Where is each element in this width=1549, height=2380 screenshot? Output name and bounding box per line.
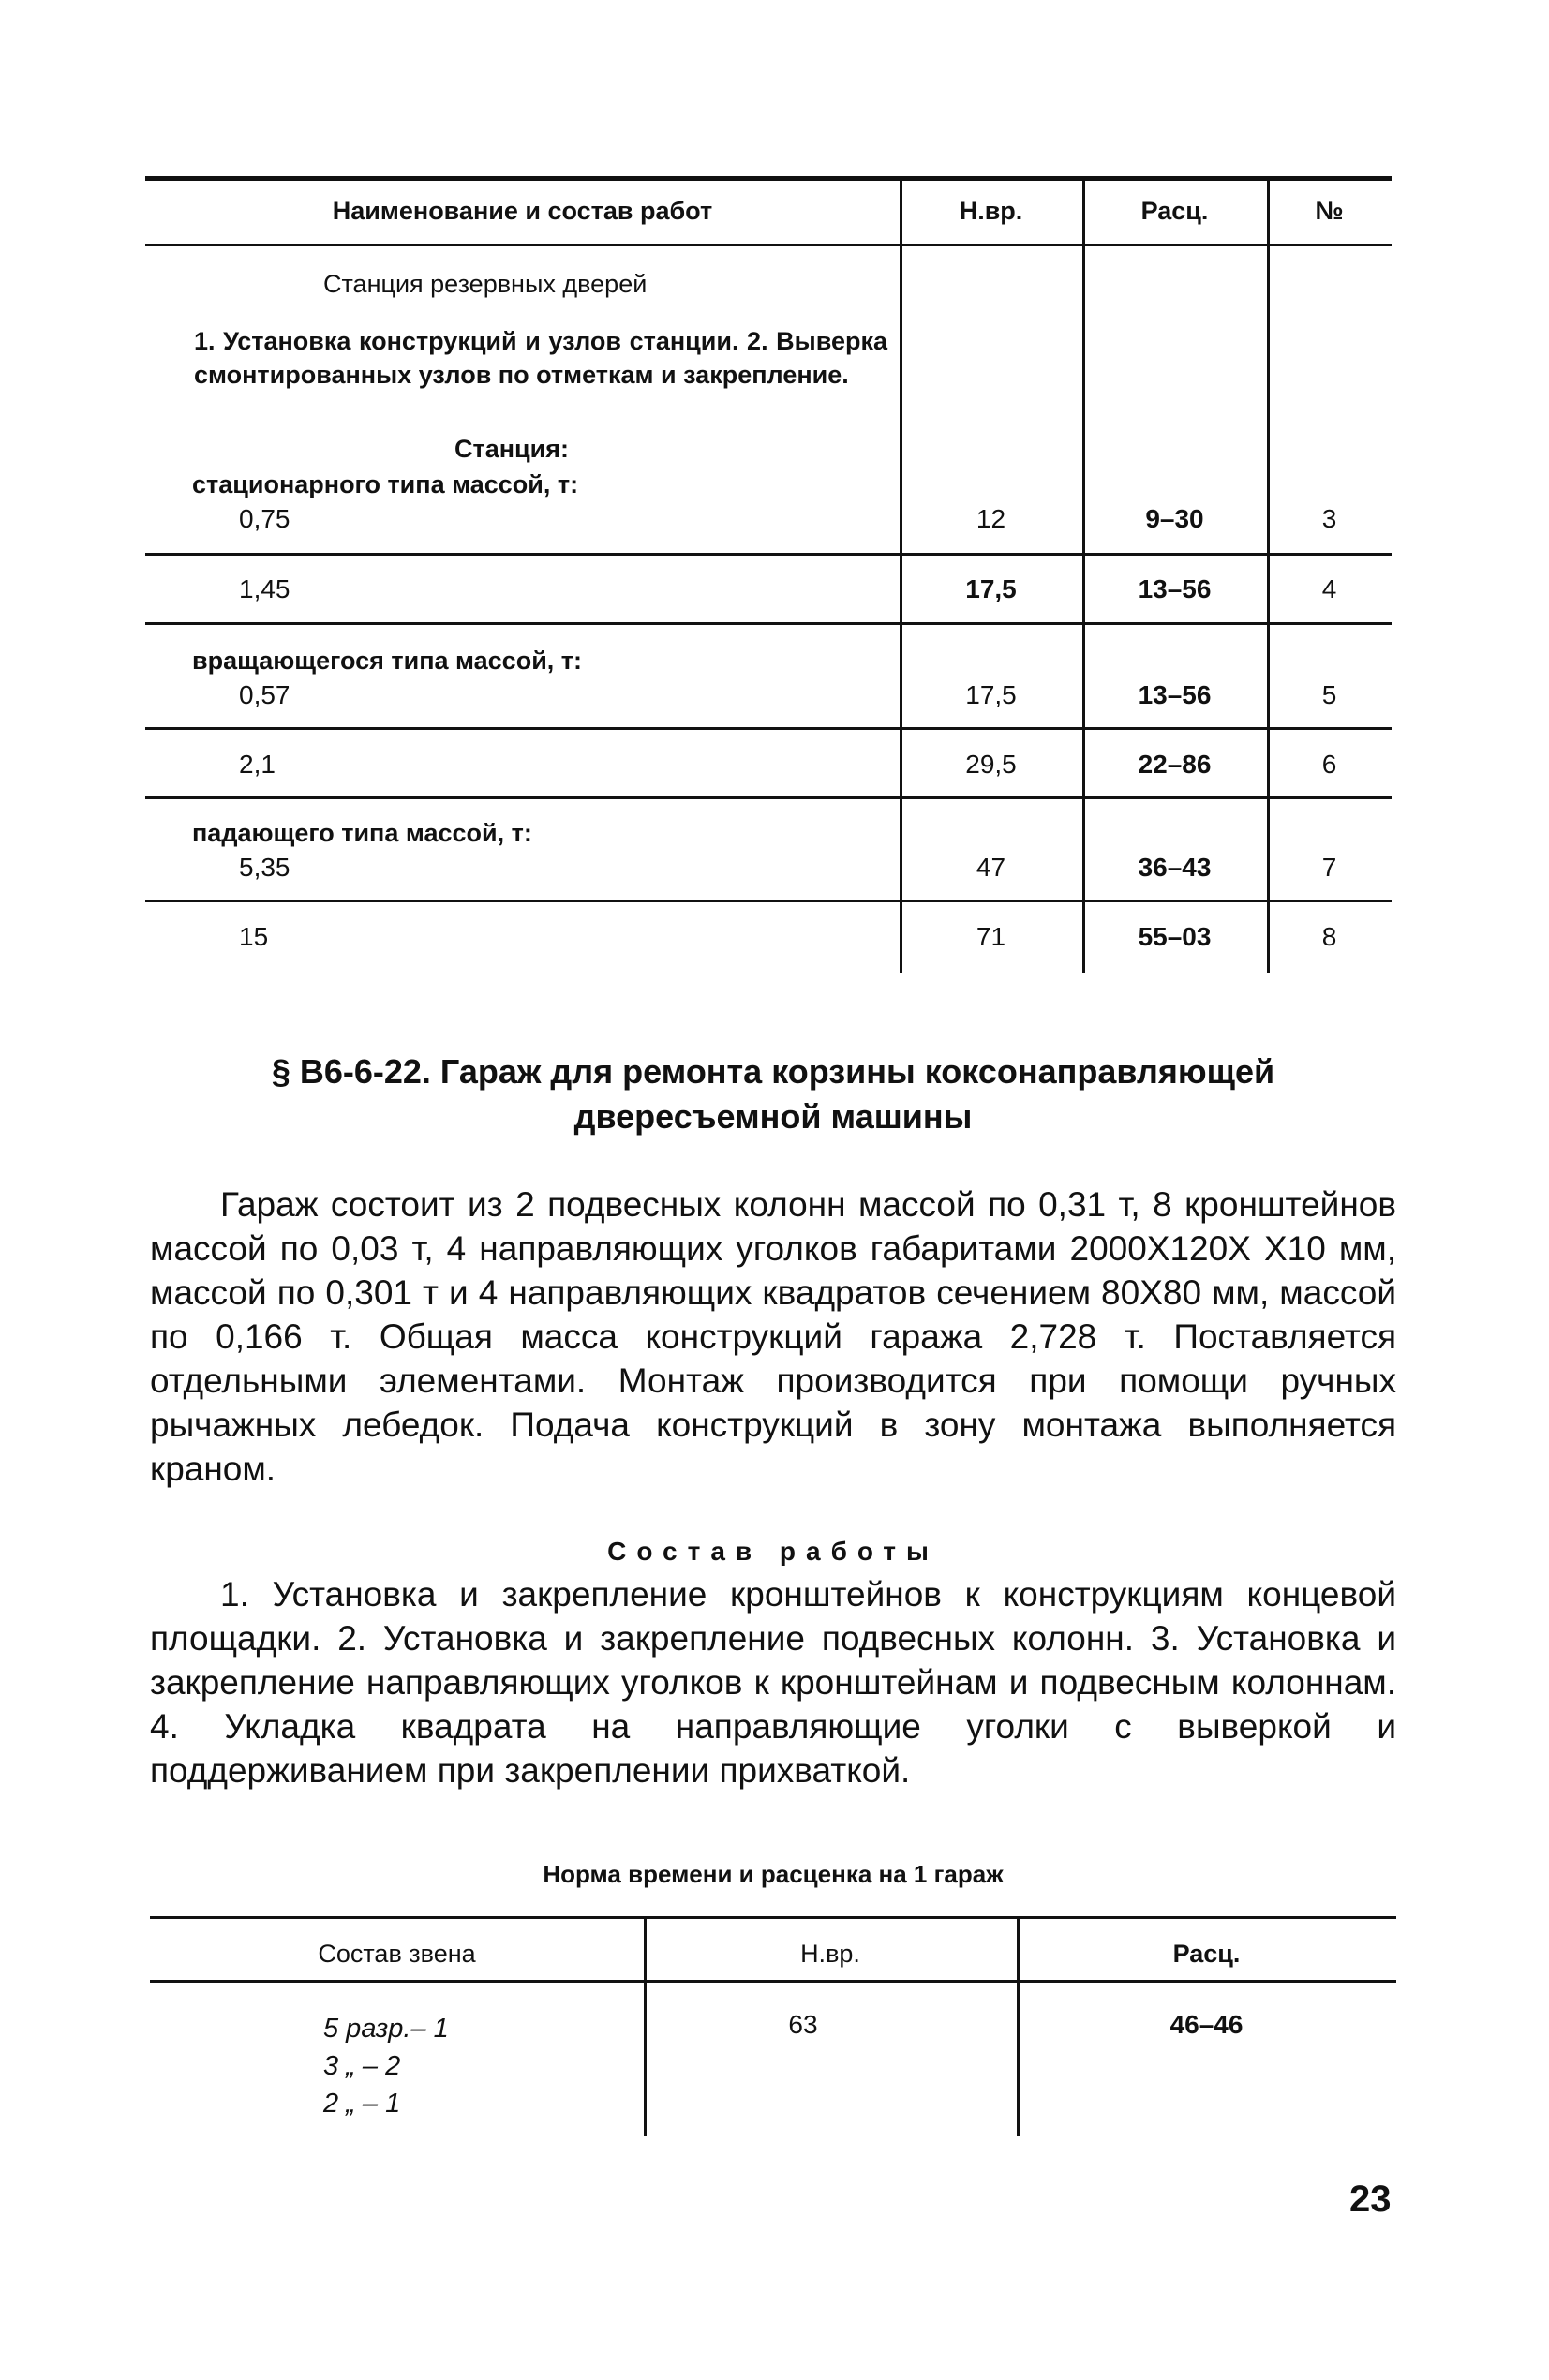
row-sublabel: стационарного типа массой, т: (192, 470, 579, 498)
row-nvr: 47 (976, 853, 1006, 882)
norms-table-garage (150, 1916, 1396, 2136)
table-caption: Норма времени и расценка на 1 гараж (543, 1860, 1004, 1888)
garage-nvr: 63 (788, 2010, 818, 2039)
row-rasc: 22–86 (1138, 750, 1212, 779)
header-rasc: Расц. (1172, 1940, 1241, 1968)
crew-line: 2 „ – 1 (323, 2089, 401, 2119)
row-divider (145, 796, 1392, 799)
table-header-rule (145, 244, 1392, 246)
crew-line: 3 „ – 2 (323, 2051, 401, 2081)
work-composition-text: 1. Установка и закрепление кронштейнов к конструкциям концевой площадки. 2. Установка и закрепление подвесных колонн. 3. Установка и закрепление направляющих уголков к кронштейнам и подвесным колоннам. 4. Укладка квадрата на направляющие уголки с выверкой и поддерживанием при закреплении прихваткой. (150, 1575, 1396, 1790)
row-nvr: 29,5 (965, 750, 1017, 779)
station-label: Станция: (454, 435, 569, 463)
garage-rasc: 46–46 (1169, 2010, 1244, 2039)
row-nvr: 17,5 (965, 680, 1017, 709)
crew-line: 5 разр.– 1 (323, 2014, 449, 2044)
row-rasc: 13–56 (1138, 574, 1212, 603)
row-no: 5 (1321, 680, 1337, 709)
row-nvr: 71 (976, 922, 1006, 951)
row-sublabel: падающего типа массой, т: (192, 819, 532, 847)
header-nvr: Н.вр. (959, 197, 1023, 225)
header-no: № (1315, 197, 1344, 225)
row-sublabel: вращающегося типа массой, т: (192, 647, 583, 675)
crew-composition (323, 2010, 449, 2122)
row-rasc: 9–30 (1145, 504, 1204, 533)
row-nvr: 12 (976, 504, 1006, 533)
row-divider (145, 900, 1392, 902)
header-name: Наименование и состав работ (332, 197, 713, 225)
subsection-title: Станция резервных дверей (323, 270, 648, 298)
row-divider (145, 553, 1392, 556)
row-nvr: 17,5 (965, 574, 1017, 603)
work-description: 1. Установка конструкций и узлов станции. 2. Выверка смонтированных узлов по отметкам и закрепление. (194, 327, 887, 389)
row-no: 8 (1321, 922, 1337, 951)
row-rasc: 13–56 (1138, 680, 1212, 709)
table-header-rule (150, 1980, 1396, 1983)
section-heading (150, 1049, 1396, 1139)
table-top-rule (145, 176, 1392, 181)
work-composition-title: Состав работы (607, 1537, 939, 1566)
row-mass: 15 (239, 922, 269, 951)
header-crew: Состав звена (318, 1940, 476, 1968)
row-mass: 0,75 (239, 504, 290, 533)
row-no: 4 (1321, 574, 1337, 603)
header-nvr: Н.вр. (800, 1940, 860, 1968)
section-heading-line2: двересъемной машины (573, 1097, 973, 1136)
row-divider (145, 622, 1392, 625)
row-no: 7 (1321, 853, 1337, 882)
row-rasc: 55–03 (1138, 922, 1212, 951)
row-mass: 2,1 (239, 750, 276, 779)
header-rasc: Расц. (1140, 197, 1209, 225)
row-divider (145, 727, 1392, 730)
row-mass: 1,45 (239, 574, 290, 603)
row-no: 3 (1321, 504, 1337, 533)
garage-description: Гараж состоит из 2 подвесных колонн массой по 0,31 т, 8 кронштейнов массой по 0,03 т, 4 направляющих уголков габаритами 2000Х120Х Х10 мм, массой по 0,301 т и 4 направляющих квадратов сечением 80Х80 мм, массой по 0,166 т. Общая масса конструкций гаража 2,728 т. Поставляется отдельными элементами. Монтаж производится при помощи ручных рычажных лебедок. Подача конструкций в зону монтажа выполняется краном. (150, 1185, 1396, 1488)
page-number: 23 (1349, 2179, 1392, 2220)
row-mass: 5,35 (239, 853, 290, 882)
section-heading-line1: § В6-6-22. Гараж для ремонта корзины коксонаправляющей (271, 1052, 1275, 1091)
table-top-rule (150, 1916, 1396, 1919)
row-rasc: 36–43 (1138, 853, 1212, 882)
row-mass: 0,57 (239, 680, 290, 709)
norms-table-stations (145, 176, 1392, 973)
row-no: 6 (1321, 750, 1337, 779)
